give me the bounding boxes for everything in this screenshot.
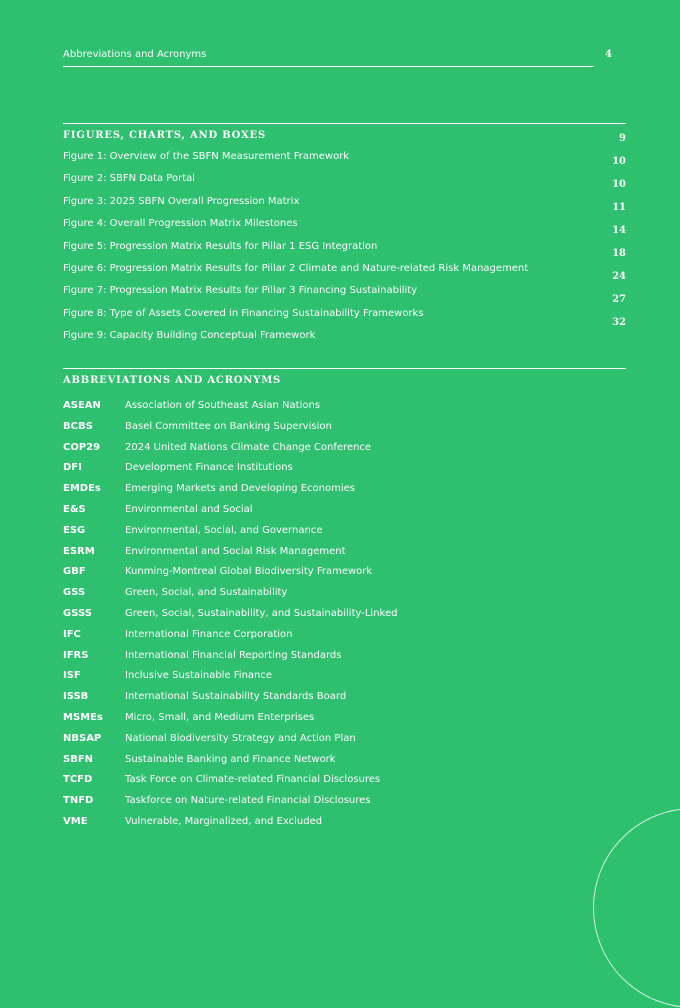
figure-entry[interactable]: Figure 5: Progression Matrix Results for Pillar 1 ESG Integration [63,240,378,252]
figure-entry[interactable]: Figure 2: SBFN Data Portal [63,173,196,185]
figure-entry[interactable]: Figure 8: Type of Assets Covered in Financing Sustainability Frameworks [63,307,424,319]
abbreviation-definition: Environmental and Social Risk Management [125,545,346,557]
abbreviation-code: BCBS [63,420,93,432]
abbreviation-row [63,732,603,753]
abbreviation-definition: Association of Southeast Asian Nations [125,400,321,411]
figure-page-number: 14 [612,225,626,236]
toc-entry-label: Abbreviations and Acronyms [63,49,207,60]
figure-page-number: 11 [612,202,626,213]
abbreviation-row [63,794,603,815]
figure-entry[interactable]: Figure 9: Capacity Building Conceptual Framework [63,330,316,342]
figure-entry[interactable]: Figure 7: Progression Matrix Results for Pillar 3 Financing Sustainability [63,285,418,297]
abbreviation-code: VME [63,815,88,827]
abbreviation-definition: Green, Social, Sustainability, and Sustainability-Linked [125,607,398,619]
abbreviation-definition: 2024 United Nations Climate Change Conference [125,441,372,453]
abbreviation-code: NBSAP [63,732,102,744]
abbreviation-row [63,586,603,607]
abbreviation-code: ESRM [63,545,95,557]
toc-entry-abbreviations[interactable] [63,48,594,67]
abbreviation-row [63,607,603,628]
abbreviation-row [63,711,603,732]
figure-page-number: 10 [612,179,626,190]
abbreviation-definition: Task Force on Climate-related Financial Disclosures [125,774,381,786]
abbreviation-code: MSMEs [63,711,103,723]
abbreviation-row [63,649,603,670]
abbreviation-code: SBFN [63,753,94,765]
abbreviation-row [63,773,603,794]
figure-entry[interactable]: Figure 1: Overview of the SBFN Measurement Framework [63,151,350,162]
abbreviation-definition: Vulnerable, Marginalized, and Excluded [125,815,323,827]
figure-page-number: 27 [612,294,626,305]
abbreviation-definition: Development Finance Institutions [125,462,293,474]
abbreviation-code: GSS [63,587,86,599]
abbreviation-row [63,461,603,482]
abbreviation-definition: Environmental, Social, and Governance [125,524,323,536]
abbreviation-code: ISF [63,670,81,682]
abbreviation-row [63,524,603,545]
figure-page-number: 9 [619,133,626,144]
section-divider [63,368,626,369]
abbreviation-row [63,753,603,774]
abbreviation-definition: International Finance Corporation [125,628,293,640]
abbreviation-definition: International Financial Reporting Standards [125,649,342,661]
abbreviation-code: DFI [63,462,82,474]
abbreviation-definition: Micro, Small, and Medium Enterprises [125,711,315,723]
figure-entry[interactable]: Figure 3: 2025 SBFN Overall Progression Matrix [63,195,300,207]
abbreviation-code: GBF [63,566,86,578]
abbreviation-row [63,420,603,441]
abbreviations-section-title: ABBREVIATIONS AND ACRONYMS [63,375,282,386]
abbreviation-code: EMDEs [63,483,101,495]
abbreviation-code: TNFD [63,795,94,807]
figures-list [63,150,603,352]
abbreviation-definition: Environmental and Social [125,503,253,515]
figure-page-number: 18 [612,248,626,259]
abbreviation-definition: Sustainable Banking and Finance Network [125,753,336,765]
abbreviation-row [63,482,603,503]
abbreviation-definition: National Biodiversity Strategy and Action Plan [125,732,356,744]
abbreviation-code: TCFD [63,774,93,786]
abbreviation-definition: Kunming-Montreal Global Biodiversity Framework [125,566,373,578]
figure-entry[interactable]: Figure 4: Overall Progression Matrix Milestones [63,218,298,230]
figure-page-numbers [612,132,626,339]
decorative-arc [593,808,680,1008]
abbreviation-definition: Inclusive Sustainable Finance [125,670,273,682]
abbreviation-row [63,628,603,649]
abbreviation-code: IFRS [63,649,89,661]
abbreviation-row [63,565,603,586]
abbreviation-code: ASEAN [63,400,101,411]
abbreviation-definition: Taskforce on Nature-related Financial Disclosures [125,795,371,807]
figures-section-title: FIGURES, CHARTS, AND BOXES [63,130,266,141]
abbreviations-list [63,399,603,836]
abbreviation-definition: Emerging Markets and Developing Economies [125,483,355,495]
figure-page-number: 32 [612,317,626,328]
abbreviation-definition: International Sustainability Standards Board [125,691,347,703]
abbreviation-code: IFC [63,628,81,640]
abbreviation-definition: Basel Committee on Banking Supervision [125,420,332,432]
abbreviation-row [63,503,603,524]
abbreviation-row [63,545,603,566]
abbreviation-row [63,815,603,836]
abbreviation-row [63,441,603,462]
section-divider [63,123,626,124]
abbreviation-row [63,669,603,690]
abbreviation-code: ESG [63,524,86,536]
abbreviation-row [63,690,603,711]
figure-page-number: 10 [612,156,626,167]
abbreviation-row [63,399,603,420]
abbreviation-code: GSSS [63,607,92,619]
toc-entry-page-number: 4 [605,49,612,60]
abbreviation-definition: Green, Social, and Sustainability [125,587,288,599]
figure-entry[interactable]: Figure 6: Progression Matrix Results for Pillar 2 Climate and Nature-related Risk Management [63,262,529,274]
abbreviation-code: ISSB [63,691,89,703]
abbreviation-code: COP29 [63,441,101,453]
figure-page-number: 24 [612,271,626,282]
abbreviation-code: E&S [63,503,86,515]
